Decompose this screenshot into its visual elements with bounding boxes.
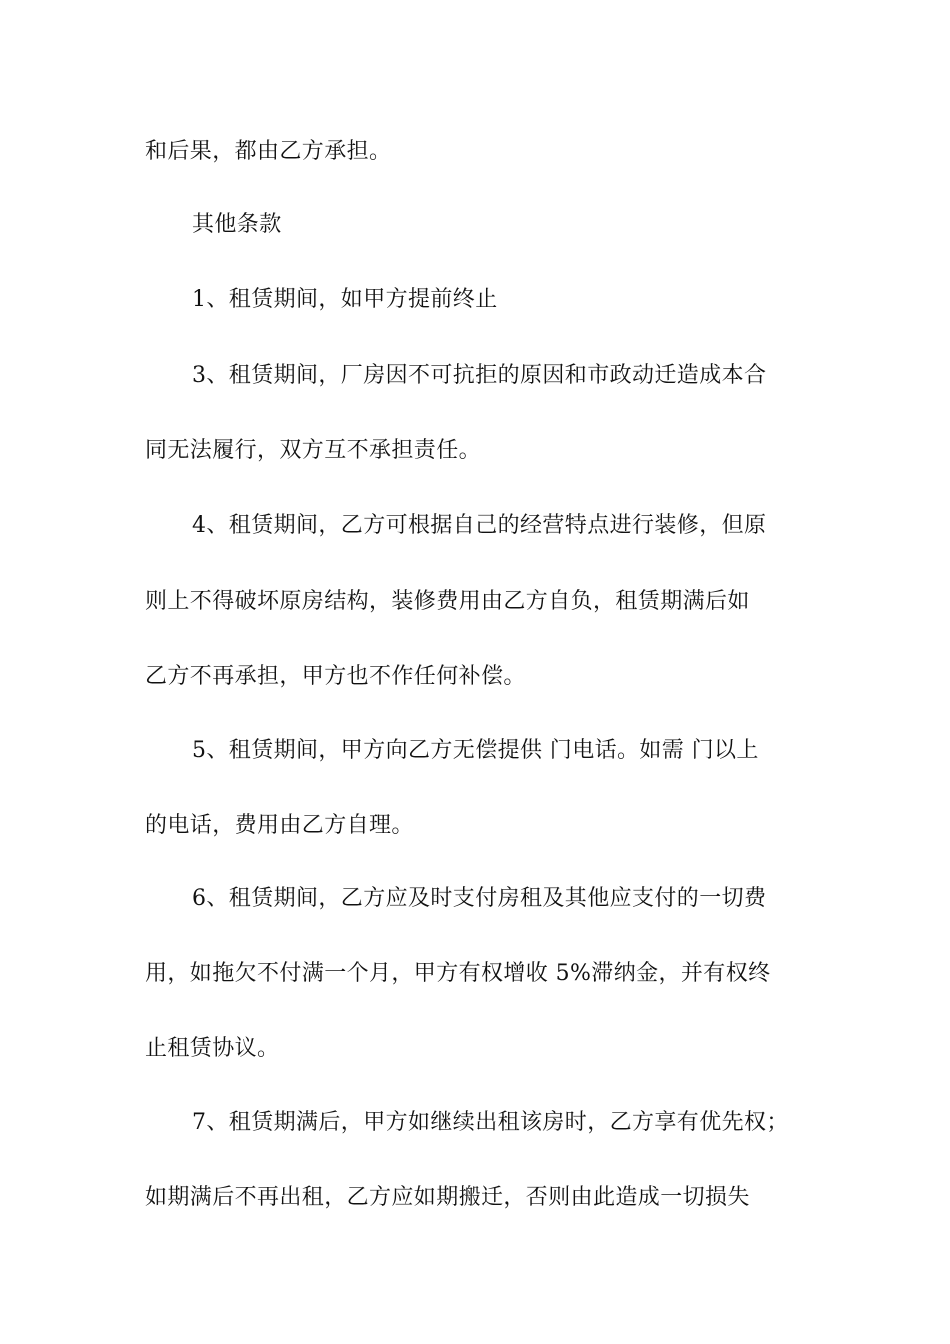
text-line: 和后果，都由乙方承担。 — [145, 139, 392, 164]
clause-4: 4、租赁期间，乙方可根据自己的经营特点进行装修，但原 — [192, 513, 767, 538]
text-line: 用，如拖欠不付满一个月，甲方有权增收 5%滞纳金，并有权终 — [145, 961, 771, 986]
text-line: 则上不得破坏原房结构，装修费用由乙方自负，租赁期满后如 — [145, 589, 750, 614]
text-line: 止租赁协议。 — [145, 1036, 280, 1061]
clause-5: 5、租赁期间，甲方向乙方无偿提供 门电话。如需 门以上 — [192, 738, 759, 763]
clause-6: 6、租赁期间，乙方应及时支付房租及其他应支付的一切费 — [192, 886, 767, 911]
text-line: 乙方不再承担，甲方也不作任何补偿。 — [145, 664, 526, 689]
clause-1: 1、租赁期间，如甲方提前终止 — [192, 287, 498, 312]
text-line: 同无法履行，双方互不承担责任。 — [145, 438, 482, 463]
text-line: 如期满后不再出租，乙方应如期搬迁，否则由此造成一切损失 — [145, 1185, 750, 1210]
text-line: 的电话，费用由乙方自理。 — [145, 813, 414, 838]
section-heading: 其他条款 — [192, 212, 282, 237]
clause-7: 7、租赁期满后，甲方如继续出租该房时，乙方享有优先权； — [192, 1110, 789, 1135]
clause-3: 3、租赁期间，厂房因不可抗拒的原因和市政动迁造成本合 — [192, 363, 767, 388]
